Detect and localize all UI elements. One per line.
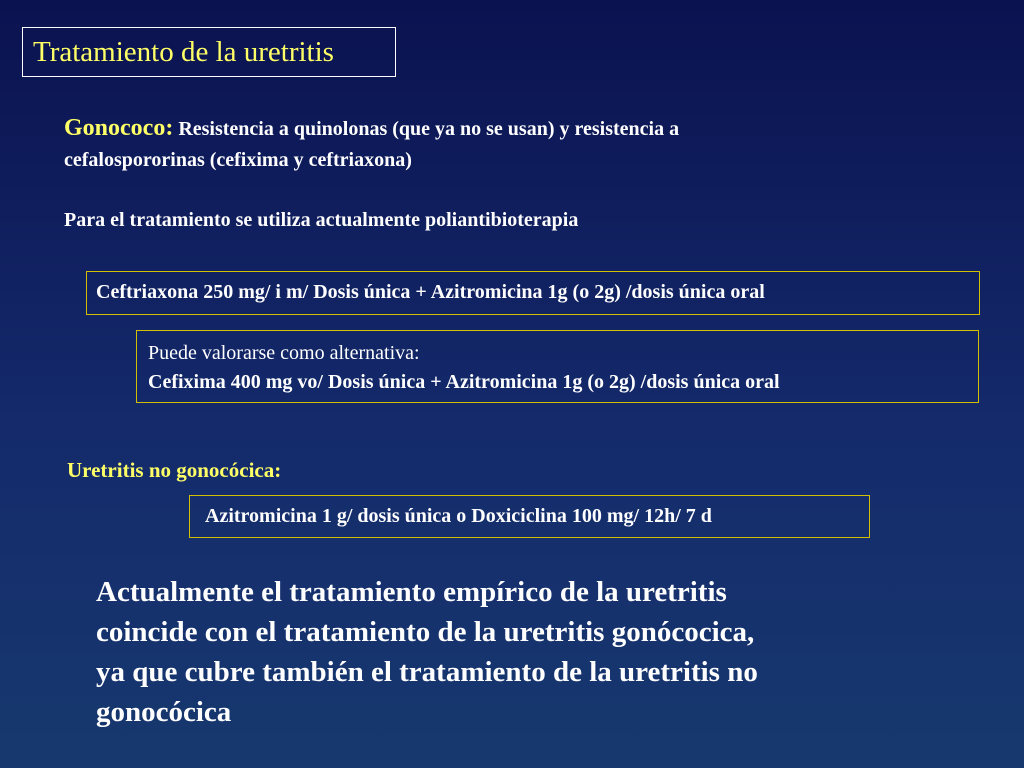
non-gonococcal-regimen-box xyxy=(189,495,870,538)
alternative-regimen-text: Cefixima 400 mg vo/ Dosis única + Azitromicina 1g (o 2g) /dosis única oral xyxy=(148,371,780,393)
gonococo-label: Gonococo: xyxy=(64,115,174,141)
primary-regimen-text: Ceftriaxona 250 mg/ i m/ Dosis única + Azitromicina 1g (o 2g) /dosis única oral xyxy=(96,281,765,303)
slide-title-text: Tratamiento de la uretritis xyxy=(33,35,334,68)
conclusion-line-1: Actualmente el tratamiento empírico de la uretritis xyxy=(96,576,727,608)
gonococo-paragraph xyxy=(64,113,679,176)
alternative-intro: Puede valorarse como alternativa: xyxy=(148,342,420,364)
polyantibiotic-statement: Para el tratamiento se utiliza actualmente poliantibioterapia xyxy=(64,209,579,231)
gonococo-text-1: Resistencia a quinolonas (que ya no se usan) y resistencia a xyxy=(178,118,680,140)
gonococo-line-1 xyxy=(64,113,679,145)
slide-title xyxy=(22,27,396,77)
alternative-regimen-box xyxy=(136,330,979,403)
non-gonococcal-heading: Uretritis no gonocócica: xyxy=(67,458,282,482)
conclusion-line-4: gonocócica xyxy=(96,696,232,728)
conclusion-line-2: coincide con el tratamiento de la uretritis gonócocica, xyxy=(96,616,755,648)
gonococo-line-2: cefalospororinas (cefixima y ceftriaxona) xyxy=(64,149,412,171)
conclusion-paragraph xyxy=(96,572,758,732)
conclusion-line-3: ya que cubre también el tratamiento de la uretritis no xyxy=(96,656,758,688)
non-gonococcal-regimen-text: Azitromicina 1 g/ dosis única o Doxiciclina 100 mg/ 12h/ 7 d xyxy=(205,505,712,527)
primary-regimen-box xyxy=(86,271,980,315)
